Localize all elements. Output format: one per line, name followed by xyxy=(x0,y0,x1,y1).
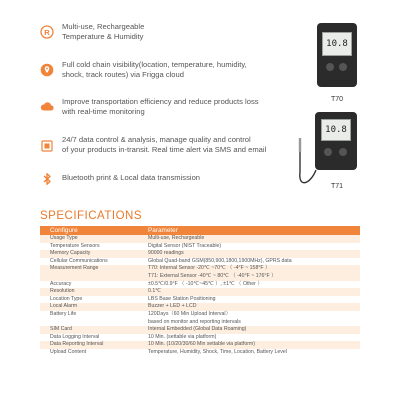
table-row xyxy=(40,341,360,349)
spec-value: 10 Min. (10/20/30/60 Min settable via platform) xyxy=(138,341,360,349)
spec-value: 120Days（60 Min Upload Interval） based on monitor and reporting intervals xyxy=(148,310,241,325)
display-reading: 10.8 xyxy=(326,39,348,49)
svg-text:R: R xyxy=(44,28,50,37)
spec-value: Internal Embedded (Global Data Roaming) xyxy=(138,326,360,334)
spec-key: Data Logging Interval xyxy=(50,333,100,340)
column-header: Parameter xyxy=(138,226,360,235)
table-row xyxy=(40,288,360,296)
spec-key: Usage Type xyxy=(40,235,138,243)
spec-key: Location Type xyxy=(50,295,83,302)
spec-value: Temperature, Humidity, Shock, Time, Location, Battery Level xyxy=(148,348,287,355)
spec-value: 90000 readings xyxy=(138,250,360,258)
spec-value: Global Quad-band GSM(850,900,1800,1900MHz), GPRS data xyxy=(148,257,292,264)
table-row xyxy=(40,334,360,342)
device-label: T71 xyxy=(331,183,344,190)
spec-value: T70: Internal Sensor -20℃ ~70℃ （ -4°F ~ 158°F ） T71: External Sensor -40℃ ~ 80℃ （ -40°F ~ 176°F ） xyxy=(138,265,360,280)
table-row xyxy=(40,243,360,251)
spec-key: Resolution xyxy=(40,288,138,296)
spec-value: Buzzer + LED + LCD xyxy=(138,303,360,311)
spec-value: LBS Base Station Positioning xyxy=(148,295,216,302)
spec-value: 0.1℃ xyxy=(138,288,360,296)
device-label: T70 xyxy=(331,96,344,103)
bluetooth-icon xyxy=(40,172,54,186)
spec-key: Temperature Sensors xyxy=(50,242,100,249)
table-row xyxy=(40,250,360,258)
table-row xyxy=(40,235,360,243)
feature-text: Full cold chain visibility(location, temperature, humidity, shock, track routes) via Frigga cloud xyxy=(62,60,247,79)
spec-value: ±0.5℃/0.9°F （ -10℃~45℃ ）, ±1℃ （ Other ） xyxy=(148,280,263,287)
feature-text: 24/7 data control & analysis, manage quality and control of your products in-transit. Real time alert via SMS and email xyxy=(62,135,267,154)
column-header: Configure xyxy=(40,226,138,235)
table-row xyxy=(40,281,360,289)
spec-value: Multi-use, Rechargeable xyxy=(138,235,360,243)
specifications-table xyxy=(40,226,360,357)
spec-key: Battery Life xyxy=(50,310,77,317)
spec-key: Data Reporting Interval xyxy=(40,341,138,349)
feature-text: Multi-use, Rechargeable Temperature & Humidity xyxy=(62,22,145,41)
device-button xyxy=(339,63,347,71)
data-chip-icon xyxy=(40,139,54,153)
table-row xyxy=(40,349,360,357)
table-header-row xyxy=(40,226,360,235)
spec-value: 10 Min. (settable via platform) xyxy=(148,333,217,340)
spec-key: Local Alarm xyxy=(40,303,138,311)
display-reading: 10.8 xyxy=(325,125,347,135)
spec-key: Cellular Communications xyxy=(50,257,108,264)
feature-text: Improve transportation efficiency and reduce products loss with real-time monitoring xyxy=(62,97,259,116)
r-badge-icon xyxy=(40,25,54,39)
cloud-icon xyxy=(40,99,54,113)
spec-key: Accuracy xyxy=(50,280,72,287)
spec-key: Memory Capacity xyxy=(40,250,138,258)
device-button xyxy=(326,63,334,71)
device-button xyxy=(339,148,347,156)
feature-text: Bluetooth print & Local data transmission xyxy=(62,173,201,182)
table-row xyxy=(40,303,360,311)
table-row xyxy=(40,296,360,304)
table-row xyxy=(40,326,360,334)
device-screen xyxy=(322,32,352,56)
location-pin-icon xyxy=(40,63,54,77)
spec-key: Measurement Range xyxy=(40,265,138,280)
table-row xyxy=(40,265,360,280)
device-t70-image xyxy=(317,23,357,87)
table-row xyxy=(40,311,360,326)
spec-key: Upload Content xyxy=(50,348,87,355)
spec-key: SIM Card xyxy=(40,326,138,334)
specifications-title: SPECIFICATIONS xyxy=(40,210,142,222)
spec-value: Digital Sensor (NIST Traceable) xyxy=(148,242,222,249)
